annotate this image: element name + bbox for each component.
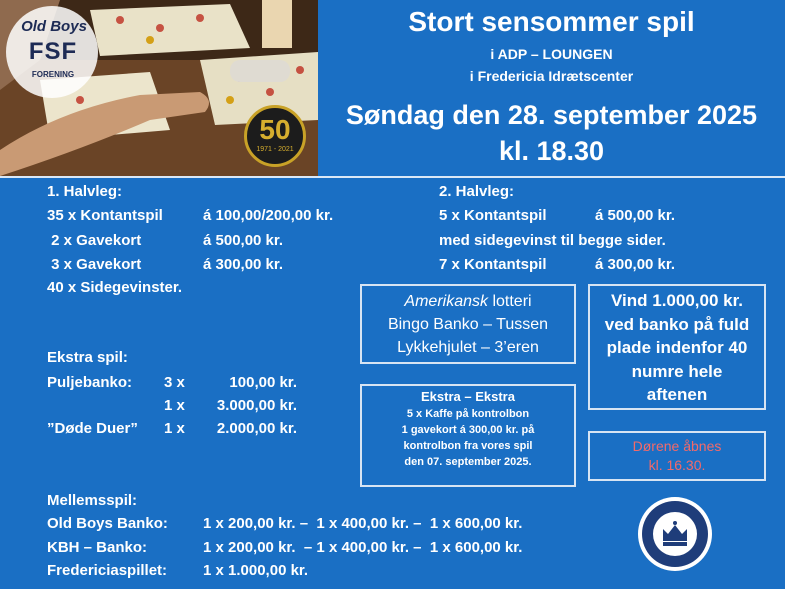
- first-half-value: á 300,00 kr.: [203, 256, 284, 273]
- extra-game-value: 3.000,00 kr.: [216, 397, 297, 414]
- event-title: Stort sensommer spil: [408, 6, 695, 37]
- win-box: [588, 284, 766, 410]
- second-half-heading: 2. Halvleg:: [439, 183, 515, 200]
- second-half-label: 5 x Kontantspil: [439, 207, 547, 224]
- extra-game-label: Puljebanko:: [47, 374, 133, 391]
- doors-box: [588, 431, 766, 481]
- header-photo: [0, 0, 318, 176]
- ekstra-line: 5 x Kaffe på kontrolbon: [406, 408, 530, 420]
- licensing-seal: [636, 495, 714, 573]
- event-place: i Fredericia Idrætscenter: [469, 68, 634, 84]
- lotteri-italic: Amerikansk: [404, 293, 488, 310]
- intermediate-label: Fredericiaspillet:: [47, 562, 168, 579]
- ekstra-title: Ekstra – Ekstra: [421, 389, 515, 404]
- header-divider: [0, 176, 785, 178]
- ekstra-line: den 07. september 2025.: [404, 456, 532, 468]
- extra-game-count: 3 x: [164, 374, 185, 391]
- event-header: [318, 0, 785, 176]
- ekstra-line: kontrolbon fra vores spil: [403, 440, 533, 452]
- lotteri-rest: lotteri: [488, 293, 532, 310]
- ekstra-line: 1 gavekort á 300,00 kr. på: [401, 424, 535, 436]
- lotteri-line: Lykkehjulet – 3’eren: [397, 339, 539, 356]
- extra-games-heading: Ekstra spil:: [47, 349, 128, 366]
- extra-game-count: 1 x: [164, 397, 185, 414]
- win-line: plade indenfor 40: [606, 338, 748, 357]
- second-half-value: á 500,00 kr.: [595, 207, 676, 224]
- logo-text: Old Boys: [21, 18, 87, 35]
- anniversary-number: 50: [259, 114, 291, 145]
- crown-seal-icon: [636, 495, 714, 573]
- intermediate-value: 1 x 200,00 kr. – 1 x 400,00 kr. – 1 x 600,00 kr.: [203, 539, 523, 556]
- second-half-label: 7 x Kontantspil: [439, 256, 547, 273]
- intermediate-label: Old Boys Banko:: [47, 515, 168, 532]
- win-line: aftenen: [646, 385, 708, 404]
- lotteri-box: [360, 284, 576, 364]
- anniversary-badge: [244, 105, 306, 167]
- logo-initials: FSF: [28, 38, 78, 65]
- lotteri-line: [362, 290, 574, 313]
- logo-subtext: FORENING: [31, 70, 75, 79]
- doors-line: kl. 16.30.: [648, 457, 706, 473]
- ekstra-box: [360, 384, 576, 487]
- second-half-value: á 300,00 kr.: [595, 256, 676, 273]
- event-date: Søndag den 28. september 2025: [345, 100, 758, 130]
- lotteri-line: Bingo Banko – Tussen: [387, 316, 549, 333]
- intermediate-value: 1 x 200,00 kr. – 1 x 400,00 kr. – 1 x 600,00 kr.: [203, 515, 523, 532]
- extra-game-label: ”Døde Duer”: [47, 420, 138, 437]
- second-half-note: med sidegevinst til begge sider.: [439, 232, 666, 249]
- first-half-label: 35 x Kontantspil: [47, 207, 163, 224]
- win-line: ved banko på fuld: [604, 314, 750, 334]
- first-half-value: á 100,00/200,00 kr.: [203, 207, 334, 224]
- doors-line: Dørene åbnes: [632, 438, 722, 454]
- extra-game-value: 100,00 kr.: [229, 374, 297, 391]
- first-half-value: á 500,00 kr.: [203, 232, 284, 249]
- extra-game-count: 1 x: [164, 420, 185, 437]
- first-half-label: 3 x Gavekort: [47, 256, 142, 273]
- extra-game-value: 2.000,00 kr.: [216, 420, 297, 437]
- first-half-heading: 1. Halvleg:: [47, 183, 123, 200]
- first-half-label: 2 x Gavekort: [47, 232, 142, 249]
- intermediate-value: 1 x 1.000,00 kr.: [203, 562, 309, 579]
- win-line: numre hele: [631, 361, 723, 381]
- intermediate-label: KBH – Banko:: [47, 539, 148, 556]
- intermediate-heading: Mellemsspil:: [47, 492, 138, 509]
- anniversary-years: 1971 - 2021: [256, 146, 294, 153]
- first-half-label: 40 x Sidegevinster.: [47, 279, 183, 296]
- event-venue: i ADP – LOUNGEN: [490, 46, 613, 62]
- event-time: kl. 18.30: [498, 136, 605, 166]
- win-line: Vind 1.000,00 kr.: [611, 291, 743, 310]
